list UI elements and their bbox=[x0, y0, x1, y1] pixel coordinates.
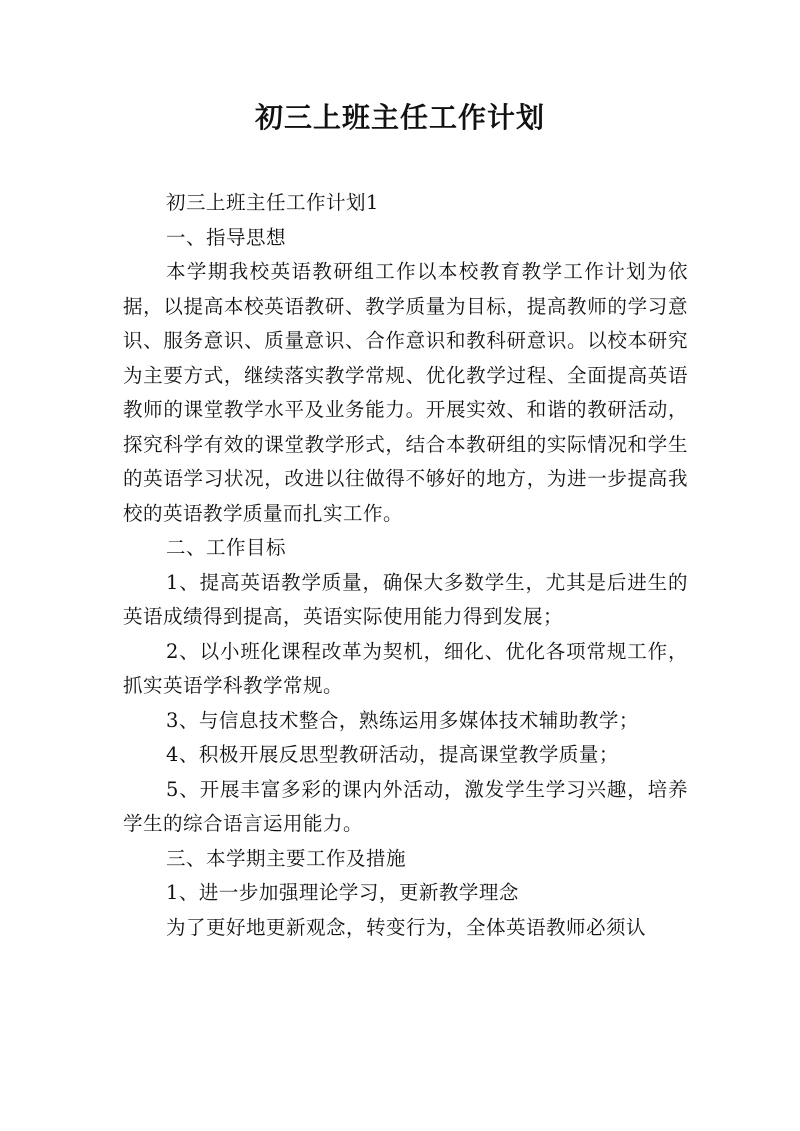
subheading-theory-study: 1、进一步加强理论学习，更新教学理念 bbox=[166, 881, 519, 904]
goal-item-2: 2、以小班化课程改革为契机，细化、优化各项常规工作，抓实英语学科教学常规。 bbox=[123, 639, 688, 697]
document-title: 初三上班主任工作计划 bbox=[254, 101, 545, 134]
goal-item-4: 4、积极开展反思型教研活动，提高课堂教学质量； bbox=[166, 743, 619, 766]
plan-subtitle: 初三上班主任工作计划1 bbox=[166, 191, 379, 214]
goal-item-1: 1、提高英语教学质量，确保大多数学生，尤其是后进生的英语成绩得到提高，英语实际使用能力得到发展； bbox=[123, 570, 688, 628]
section-heading-work-goals: 二、工作目标 bbox=[166, 536, 287, 559]
section-heading-main-work: 三、本学期主要工作及措施 bbox=[166, 846, 407, 870]
section-heading-guiding-ideology: 一、指导思想 bbox=[166, 225, 287, 249]
goal-item-5: 5、开展丰富多彩的课内外活动，激发学生学习兴趣，培养学生的综合语言运用能力。 bbox=[123, 777, 688, 835]
document-body bbox=[123, 186, 688, 945]
paragraph-theory-study: 为了更好地更新观念，转变行为，全体英语教师必须认 bbox=[166, 915, 647, 939]
goal-item-3: 3、与信息技术整合，熟练运用多媒体技术辅助教学； bbox=[166, 708, 639, 732]
paragraph-guiding-ideology: 本学期我校英语教研组工作以本校教育教学工作计划为依据，以提高本校英语教研、教学质量为目标，提高教师的学习意识、服务意识、质量意识、合作意识和教科研意识。以校本研究为主要方式，继续落实教学常规、优化教学过程、全面提高英语教师的课堂教学水平及业务能力。开展实效、和谐的教研活动，探究科学有效的课堂教学形式，结合本教研组的实际情况和学生的英语学习状况，改进以往做得不够好的地方，为进一步提高我校的英语教学质量而扎实工作。 bbox=[123, 260, 688, 525]
